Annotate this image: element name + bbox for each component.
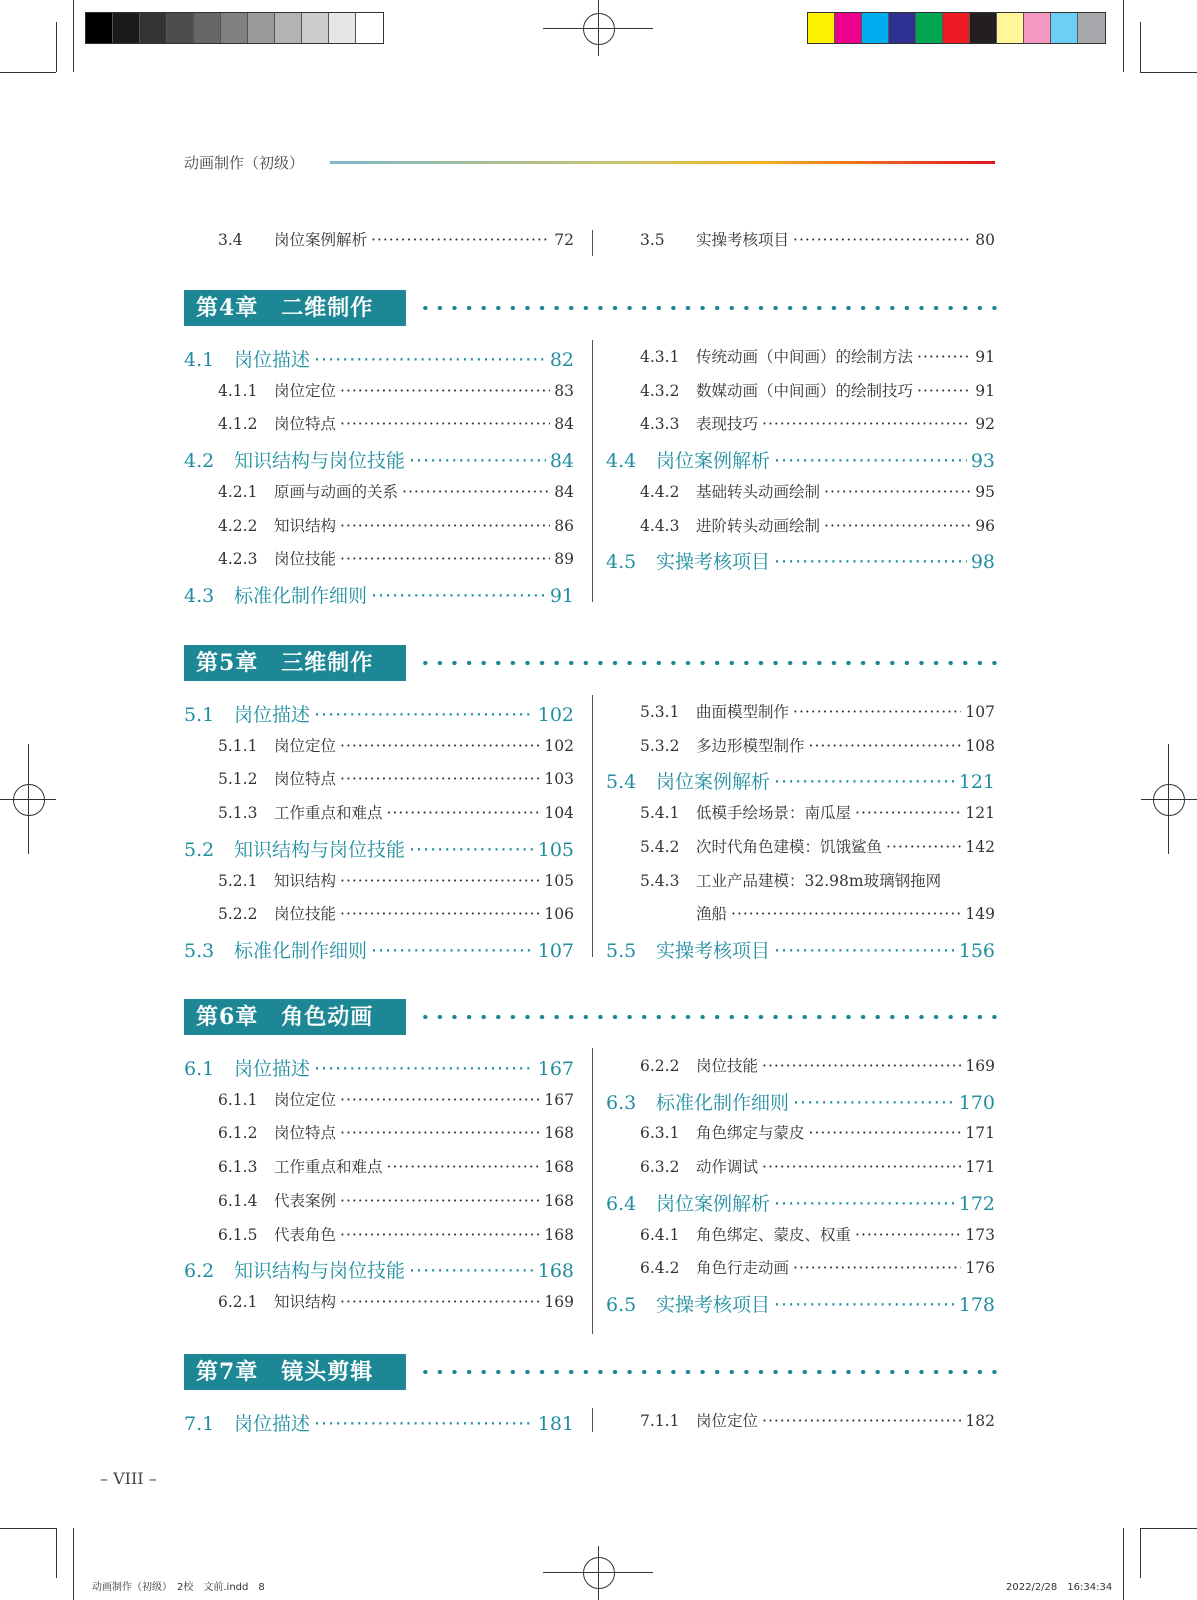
- toc-title: 多边形模型制作: [696, 736, 805, 755]
- swatch: [248, 13, 275, 43]
- toc-page-number: 181: [537, 1413, 574, 1435]
- toc-page-number: 172: [958, 1192, 995, 1215]
- toc-section-entry[interactable]: [184, 835, 574, 862]
- toc-number: 6.5: [606, 1293, 637, 1316]
- toc-section-entry[interactable]: [606, 547, 995, 574]
- toc-title: 代表角色: [274, 1225, 337, 1244]
- toc-page-number: 91: [549, 584, 574, 607]
- toc-page-number: 91: [975, 348, 995, 366]
- toc-subsection-entry[interactable]: [218, 767, 574, 789]
- toc-title: 岗位定位: [274, 1090, 337, 1109]
- toc-number: 6.4.1: [640, 1225, 680, 1244]
- toc-page-number: 89: [554, 550, 574, 569]
- toc-number: 4.4.3: [640, 516, 680, 535]
- page-folio: – VIII –: [100, 1469, 157, 1488]
- header-gradient-rule: [330, 161, 995, 164]
- toc-section-entry[interactable]: [184, 581, 574, 608]
- toc-number: 6.4: [606, 1192, 637, 1215]
- toc-page-number: 84: [549, 450, 574, 473]
- toc-page-number: 106: [544, 905, 574, 924]
- toc-number: 5.1.2: [218, 770, 258, 789]
- toc-page-number: 156: [958, 939, 995, 962]
- leader-dots: [387, 1158, 541, 1176]
- toc-title: 岗位案例解析: [656, 450, 771, 473]
- toc-subsection-entry[interactable]: [640, 379, 995, 401]
- swatch: [275, 13, 302, 43]
- toc-title: 知识结构: [274, 871, 337, 890]
- column-divider: [592, 1408, 593, 1432]
- toc-title: 岗位定位: [274, 381, 337, 400]
- toc-subsection-entry[interactable]: [640, 1409, 995, 1431]
- column-divider: [592, 230, 593, 256]
- leader-dots: [371, 231, 550, 249]
- toc-title: 原画与动画的关系: [274, 482, 399, 501]
- toc-title: 工作重点和难点: [274, 804, 383, 823]
- column-divider: [592, 1048, 593, 1334]
- swatch: [997, 13, 1024, 43]
- toc-subsection-entry[interactable]: [218, 1223, 574, 1245]
- swatch: [356, 13, 383, 43]
- slug-timestamp: 2022/2/28 16:34:34: [1006, 1582, 1113, 1593]
- toc-number: 4.3.2: [640, 381, 680, 400]
- toc-title: 岗位案例解析: [656, 771, 771, 794]
- toc-page-number: 86: [554, 516, 574, 535]
- toc-section-entry[interactable]: [606, 1290, 995, 1317]
- toc-subsection-entry[interactable]: [218, 801, 574, 823]
- toc-number: 4.3.1: [640, 348, 680, 366]
- toc-page-number: 96: [975, 516, 995, 535]
- toc-title: 进阶转头动画绘制: [696, 516, 821, 535]
- toc-subsection-entry[interactable]: [218, 1290, 574, 1312]
- toc-number: 6.2: [184, 1260, 215, 1283]
- toc-title: 知识结构与岗位技能: [234, 450, 406, 473]
- toc-page-number: 168: [544, 1158, 574, 1177]
- leader-dots: [409, 450, 546, 472]
- chapter-dot-leader: [418, 1370, 998, 1374]
- toc-number: 4.2.2: [218, 516, 258, 535]
- swatch: [943, 13, 970, 43]
- toc-number: 4.3.3: [640, 415, 680, 434]
- toc-section-entry[interactable]: [606, 936, 995, 963]
- toc-title: 岗位特点: [274, 415, 337, 434]
- toc-subsection-entry[interactable]: [640, 700, 995, 722]
- toc-number: 4.3: [184, 584, 215, 607]
- chapter-heading[interactable]: 第5章 三维制作: [184, 645, 406, 681]
- toc-title: 实操考核项目: [656, 1293, 771, 1316]
- toc-number: 7.1: [184, 1413, 215, 1435]
- toc-title: 岗位特点: [274, 1124, 337, 1143]
- toc-subsection-entry[interactable]: [218, 228, 574, 250]
- leader-dots: [340, 737, 540, 755]
- swatch: [140, 13, 167, 43]
- toc-number: 6.1.4: [218, 1191, 258, 1210]
- toc-subsection-entry[interactable]: [640, 480, 995, 502]
- leader-dots: [387, 804, 541, 822]
- toc-title: 低模手绘场景：南瓜屋: [696, 804, 852, 823]
- toc-number: 6.2.2: [640, 1057, 680, 1075]
- leader-dots: [809, 737, 962, 755]
- leader-dots: [774, 551, 967, 573]
- leader-dots: [340, 872, 540, 890]
- swatch: [916, 13, 943, 43]
- toc-section-entry[interactable]: [184, 1409, 574, 1436]
- toc-subsection-entry[interactable]: [640, 869, 995, 891]
- leader-dots: [731, 905, 961, 923]
- toc-title: 动作调试: [696, 1158, 759, 1177]
- swatch: [167, 13, 194, 43]
- leader-dots: [774, 771, 955, 793]
- toc-number: 5.3.2: [640, 736, 680, 755]
- toc-page-number: 108: [965, 736, 995, 755]
- toc-title: 标准化制作细则: [234, 939, 368, 962]
- leader-dots: [793, 1092, 955, 1114]
- toc-number: 4.1: [184, 349, 215, 371]
- leader-dots: [314, 1413, 534, 1435]
- toc-subsection-entry[interactable]: [640, 1121, 995, 1143]
- toc-page-number: 149: [965, 905, 995, 924]
- toc-page-number: 92: [975, 415, 995, 434]
- toc-subsection-entry[interactable]: [640, 1256, 995, 1278]
- chapter-dot-leader: [418, 661, 998, 665]
- swatch: [889, 13, 916, 43]
- toc-title: 岗位技能: [696, 1057, 759, 1075]
- column-divider: [592, 340, 593, 602]
- chapter-dot-leader: [418, 1015, 998, 1019]
- leader-dots: [340, 382, 550, 400]
- leader-dots: [340, 770, 540, 788]
- leader-dots: [340, 1124, 540, 1142]
- toc-title: 数媒动画（中间画）的绘制技巧: [696, 381, 914, 400]
- toc-subsection-entry[interactable]: [218, 734, 574, 756]
- toc-page-number: 84: [554, 482, 574, 501]
- swatch: [808, 13, 835, 43]
- swatch: [835, 13, 862, 43]
- toc-number: 5.1.1: [218, 736, 258, 755]
- toc-subsection-entry[interactable]: [640, 734, 995, 756]
- toc-section-entry[interactable]: [184, 936, 574, 963]
- toc-title: 知识结构: [274, 516, 337, 535]
- toc-title: 传统动画（中间画）的绘制方法: [696, 348, 914, 366]
- toc-page-number: 84: [554, 415, 574, 434]
- toc-section-entry[interactable]: [184, 446, 574, 473]
- toc-number: 6.1.3: [218, 1158, 258, 1177]
- toc-subsection-entry[interactable]: [640, 345, 995, 367]
- running-title: 动画制作（初级）: [184, 154, 305, 172]
- toc-number: 5.4.1: [640, 804, 680, 823]
- leader-dots: [371, 940, 534, 962]
- toc-number: 4.2.3: [218, 550, 258, 569]
- toc-section-entry[interactable]: [606, 446, 995, 473]
- toc-section-entry[interactable]: [184, 700, 574, 727]
- swatch: [113, 13, 140, 43]
- leader-dots: [762, 1057, 961, 1075]
- leader-dots: [340, 517, 550, 535]
- gray-scale-bar: [85, 12, 384, 44]
- toc-number: 6.2.1: [218, 1292, 258, 1311]
- chapter-heading[interactable]: 第6章 角色动画: [184, 999, 406, 1035]
- toc-title: 实操考核项目: [656, 939, 771, 962]
- toc-page-number: 102: [544, 736, 574, 755]
- toc-number: 7.1.1: [640, 1412, 680, 1430]
- toc-title: 岗位描述: [234, 1058, 311, 1080]
- swatch: [329, 13, 356, 43]
- toc-number: 4.2.1: [218, 482, 258, 501]
- leader-dots: [774, 1294, 955, 1316]
- toc-title: 角色行走动画: [696, 1259, 790, 1278]
- toc-page-number: 103: [544, 770, 574, 789]
- swatch: [1078, 13, 1105, 43]
- toc-title: 实操考核项目: [656, 551, 771, 574]
- leader-dots: [340, 1293, 540, 1311]
- toc-page-number: 93: [970, 450, 995, 473]
- toc-page-number: 82: [549, 349, 574, 371]
- swatch: [1024, 13, 1051, 43]
- toc-page-number: 121: [958, 771, 995, 794]
- toc-title: 曲面模型制作: [696, 703, 790, 721]
- toc-title: 岗位描述: [234, 1413, 311, 1435]
- color-calibration-bar: [807, 12, 1106, 44]
- toc-section-entry[interactable]: [606, 1189, 995, 1216]
- toc-page-number: 182: [965, 1412, 995, 1430]
- toc-subsection-entry[interactable]: [640, 835, 995, 857]
- leader-dots: [793, 1259, 961, 1277]
- toc-title: 次时代角色建模：饥饿鲨鱼: [696, 837, 883, 856]
- leader-dots: [793, 703, 961, 721]
- toc-number: 5.4.3: [640, 871, 680, 890]
- swatch: [862, 13, 889, 43]
- toc-page-number: 107: [965, 703, 995, 721]
- toc-subsection-entry[interactable]: [640, 1223, 995, 1245]
- toc-page-number: 167: [544, 1090, 574, 1109]
- leader-dots: [340, 1192, 540, 1210]
- toc-title: 岗位定位: [274, 736, 337, 755]
- leader-dots: [855, 804, 961, 822]
- toc-page-number: 105: [537, 838, 574, 861]
- toc-number: 4.4.2: [640, 482, 680, 501]
- toc-section-entry[interactable]: [606, 1088, 995, 1115]
- toc-page-number: 83: [554, 381, 574, 400]
- toc-title: 岗位技能: [274, 905, 337, 924]
- toc-page-number: 168: [544, 1191, 574, 1210]
- toc-number: 3.5: [640, 231, 665, 249]
- toc-title: 实操考核项目: [696, 231, 790, 249]
- toc-number: 5.2.2: [218, 905, 258, 924]
- leader-dots: [762, 1412, 961, 1430]
- toc-subsection-entry[interactable]: [640, 412, 995, 434]
- toc-page-number: 95: [975, 482, 995, 501]
- toc-subsection-entry[interactable]: [640, 902, 995, 924]
- toc-number: 4.1.1: [218, 381, 258, 400]
- toc-page-number: 170: [958, 1091, 995, 1114]
- toc-subsection-entry[interactable]: [218, 379, 574, 401]
- toc-subsection-entry[interactable]: [218, 1189, 574, 1211]
- swatch: [970, 13, 997, 43]
- toc-title: 工作重点和难点: [274, 1158, 383, 1177]
- toc-number: 4.5: [606, 551, 637, 574]
- swatch: [194, 13, 221, 43]
- toc-number: 5.4.2: [640, 837, 680, 856]
- swatch: [86, 13, 113, 43]
- toc-subsection-entry[interactable]: [218, 869, 574, 891]
- toc-number: 6.3.2: [640, 1158, 680, 1177]
- leader-dots: [809, 1124, 962, 1142]
- chapter-heading[interactable]: 第7章 镜头剪辑: [184, 1354, 406, 1390]
- leader-dots: [762, 1158, 961, 1176]
- leader-dots: [409, 839, 534, 861]
- toc-number: 5.5: [606, 939, 637, 962]
- toc-page-number: 168: [544, 1225, 574, 1244]
- leader-dots: [340, 550, 550, 568]
- toc-number: 6.1.2: [218, 1124, 258, 1143]
- toc-page-number: 121: [965, 804, 995, 823]
- leader-dots: [886, 838, 961, 856]
- swatch: [302, 13, 329, 43]
- toc-subsection-entry[interactable]: [218, 514, 574, 536]
- toc-title: 角色绑定与蒙皮: [696, 1124, 805, 1143]
- toc-title: 知识结构: [274, 1292, 337, 1311]
- leader-dots: [824, 517, 971, 535]
- toc-subsection-entry[interactable]: [640, 228, 995, 250]
- toc-number: 5.1.3: [218, 804, 258, 823]
- toc-title: 岗位案例解析: [274, 231, 368, 249]
- toc-subsection-entry[interactable]: [218, 1155, 574, 1177]
- toc-page-number: 173: [965, 1225, 995, 1244]
- toc-page-number: 168: [537, 1260, 574, 1283]
- toc-subsection-entry[interactable]: [640, 1155, 995, 1177]
- toc-number: 6.3.1: [640, 1124, 680, 1143]
- toc-title: 岗位技能: [274, 550, 337, 569]
- toc-title: 岗位描述: [234, 704, 311, 726]
- leader-dots: [774, 940, 955, 962]
- toc-title: 工业产品建模：32.98m玻璃钢拖网: [696, 871, 942, 890]
- leader-dots: [917, 348, 971, 366]
- toc-number: 6.1: [184, 1058, 215, 1080]
- chapter-dot-leader: [418, 306, 998, 310]
- toc-page-number: 91: [975, 381, 995, 400]
- leader-dots: [314, 1058, 534, 1080]
- leader-dots: [774, 450, 967, 472]
- toc-title: 知识结构与岗位技能: [234, 1260, 406, 1283]
- toc-title: 岗位描述: [234, 349, 311, 371]
- toc-page-number: 171: [965, 1124, 995, 1143]
- column-divider: [592, 695, 593, 957]
- toc-number: 5.4: [606, 771, 637, 794]
- leader-dots: [314, 349, 546, 371]
- leader-dots: [855, 1226, 961, 1244]
- toc-title: 标准化制作细则: [234, 584, 368, 607]
- toc-number: 5.2: [184, 838, 215, 861]
- toc-subsection-entry[interactable]: [218, 1121, 574, 1143]
- toc-title: 知识结构与岗位技能: [234, 838, 406, 861]
- toc-title: 基础转头动画绘制: [696, 482, 821, 501]
- toc-subsection-entry[interactable]: [640, 514, 995, 536]
- toc-title: 岗位定位: [696, 1412, 759, 1430]
- leader-dots: [793, 231, 971, 249]
- toc-number: 6.3: [606, 1091, 637, 1114]
- slug-file-info: 动画制作（初级） 2校 文前.indd 8: [92, 1582, 265, 1593]
- toc-number: 5.3.1: [640, 703, 680, 721]
- toc-title: 渔船: [696, 905, 728, 924]
- leader-dots: [314, 704, 534, 726]
- toc-page-number: 107: [537, 939, 574, 962]
- toc-number: 5.1: [184, 704, 215, 726]
- leader-dots: [340, 1091, 540, 1109]
- toc-number: 4.2: [184, 450, 215, 473]
- toc-page-number: 168: [544, 1124, 574, 1143]
- toc-number: 4.4: [606, 450, 637, 473]
- toc-title: 表现技巧: [696, 415, 759, 434]
- toc-page-number: 169: [544, 1292, 574, 1311]
- toc-subsection-entry[interactable]: [218, 480, 574, 502]
- chapter-heading[interactable]: 第4章 二维制作: [184, 290, 406, 326]
- toc-section-entry[interactable]: [184, 345, 574, 372]
- leader-dots: [340, 1226, 540, 1244]
- leader-dots: [917, 382, 971, 400]
- toc-subsection-entry[interactable]: [218, 1088, 574, 1110]
- leader-dots: [774, 1193, 955, 1215]
- toc-number: 4.1.2: [218, 415, 258, 434]
- toc-page-number: 171: [965, 1158, 995, 1177]
- toc-subsection-entry[interactable]: [218, 412, 574, 434]
- swatch: [221, 13, 248, 43]
- toc-number: 3.4: [218, 231, 243, 249]
- toc-number: 6.1.1: [218, 1090, 258, 1109]
- toc-subsection-entry[interactable]: [640, 1054, 995, 1076]
- toc-subsection-entry[interactable]: [218, 547, 574, 569]
- toc-title: 代表案例: [274, 1191, 337, 1210]
- leader-dots: [824, 483, 971, 501]
- toc-subsection-entry[interactable]: [640, 801, 995, 823]
- toc-section-entry[interactable]: [184, 1054, 574, 1081]
- toc-page-number: 105: [544, 871, 574, 890]
- toc-page-number: 80: [975, 231, 995, 249]
- leader-dots: [402, 483, 550, 501]
- toc-number: 6.1.5: [218, 1225, 258, 1244]
- swatch: [1051, 13, 1078, 43]
- toc-title: 角色绑定、蒙皮、权重: [696, 1225, 852, 1244]
- leader-dots: [340, 415, 550, 433]
- toc-section-entry[interactable]: [184, 1256, 574, 1283]
- toc-subsection-entry[interactable]: [218, 902, 574, 924]
- toc-number: 6.4.2: [640, 1259, 680, 1278]
- toc-page-number: 72: [554, 231, 574, 249]
- toc-number: 5.3: [184, 939, 215, 962]
- leader-dots: [340, 905, 540, 923]
- toc-page-number: 167: [537, 1058, 574, 1080]
- toc-section-entry[interactable]: [606, 767, 995, 794]
- toc-page-number: 104: [544, 804, 574, 823]
- leader-dots: [409, 1260, 534, 1282]
- toc-page-number: 102: [537, 704, 574, 726]
- toc-title: 标准化制作细则: [656, 1091, 790, 1114]
- toc-page-number: 142: [965, 837, 995, 856]
- toc-page-number: 178: [958, 1293, 995, 1316]
- leader-dots: [371, 585, 546, 607]
- toc-page-number: 98: [970, 551, 995, 574]
- toc-page-number: 169: [965, 1057, 995, 1075]
- toc-title: 岗位特点: [274, 770, 337, 789]
- toc-page-number: 176: [965, 1259, 995, 1278]
- leader-dots: [762, 415, 971, 433]
- toc-title: 岗位案例解析: [656, 1192, 771, 1215]
- toc-number: 5.2.1: [218, 871, 258, 890]
